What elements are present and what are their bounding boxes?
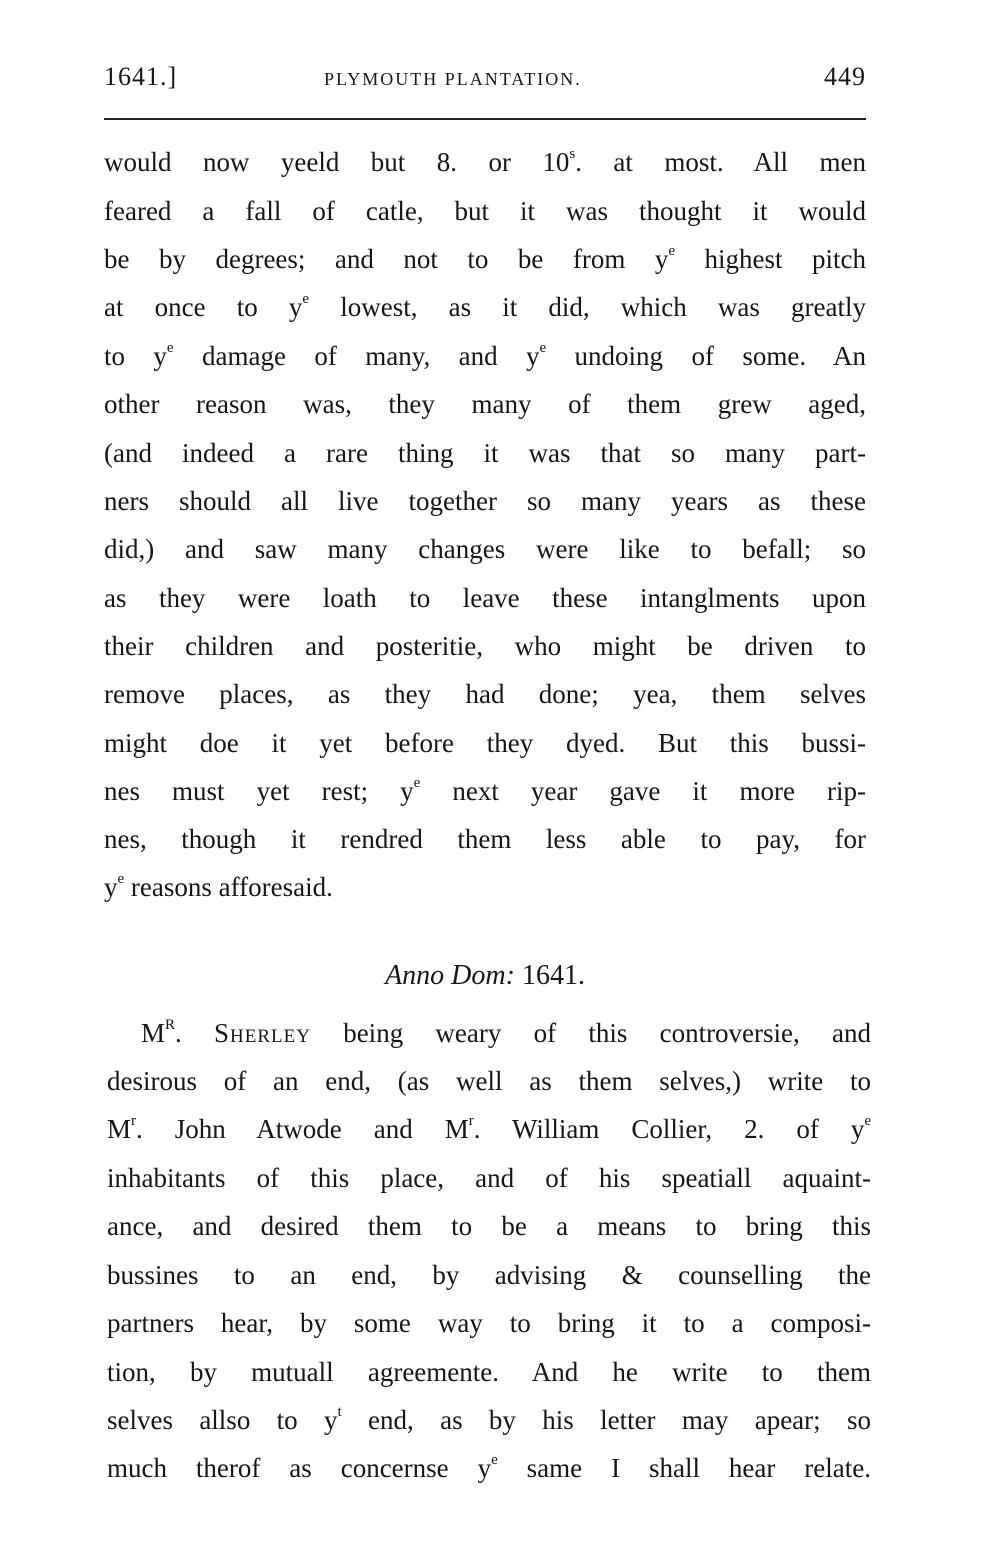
text-line: feared a fall of catle, but it was thought it would: [104, 196, 866, 226]
text-line: be by degrees; and not to be from $y^e$ highest pitch: [104, 243, 867, 274]
header-year: 1641.]: [104, 62, 178, 91]
header-rule: [104, 118, 866, 120]
text-line: tion, by mutuall agreemente. And he write to them: [107, 1357, 871, 1387]
text-line: $M^r$. John Atwode and $M^r$. William Collier, 2. of $y^e$: [107, 1113, 871, 1144]
header-title: PLYMOUTH PLANTATION.: [324, 69, 582, 89]
text-line: did,) and saw many changes were like to befall; so: [104, 534, 866, 564]
text-line: to $y^e$ damage of many, and $y^e$ undoing of some. An: [104, 340, 866, 371]
heading-anno-dom: Anno Dom:: [385, 960, 515, 991]
running-header: [104, 62, 866, 102]
text-line: ners should all live together so many years as these: [104, 486, 866, 516]
text-line: much therof as concernse $y^e$ same I shall hear relate.: [107, 1452, 871, 1483]
text-line: would now yeeld but 8. or 10$^s$. at most. All men: [104, 146, 866, 177]
text-line: $y^e$ reasons afforesaid.: [104, 871, 333, 902]
text-line: inhabitants of this place, and of his speatiall aquaint-: [107, 1163, 871, 1193]
text-line: nes, though it rendred them less able to pay, for: [104, 824, 866, 854]
name-sherley: Sherley: [214, 1018, 311, 1048]
text-line: partners hear, by some way to bring it to a composi-: [107, 1308, 871, 1338]
text-line: (and indeed a rare thing it was that so many part-: [104, 438, 866, 468]
text-line: their children and posteritie, who might be driven to: [104, 631, 866, 661]
text-line: nes must yet rest; $y^e$ next year gave it more rip-: [104, 775, 866, 806]
text-line: bussines to an end, by advising & counselling the: [107, 1260, 871, 1290]
heading-year: 1641.: [521, 960, 585, 991]
page-number: 449: [824, 62, 866, 91]
section-heading: [104, 956, 866, 996]
text-line: other reason was, they many of them grew aged,: [104, 389, 866, 419]
text-line: at once to $y^e$ lowest, as it did, which was greatly: [104, 291, 866, 322]
text-line: ance, and desired them to be a means to bring this: [107, 1211, 871, 1241]
text-line: might doe it yet before they dyed. But this bussi-: [104, 728, 866, 758]
text-line: desirous of an end, (as well as them selves,) write to: [107, 1066, 871, 1096]
text-line: remove places, as they had done; yea, them selves: [104, 679, 866, 709]
text-line: $M^R$. Sherley being weary of this controversie, and: [141, 1017, 871, 1048]
text-line: selves allso to $y^t$ end, as by his letter may apear; so: [107, 1404, 871, 1435]
text-line: as they were loath to leave these intanglments upon: [104, 583, 866, 613]
